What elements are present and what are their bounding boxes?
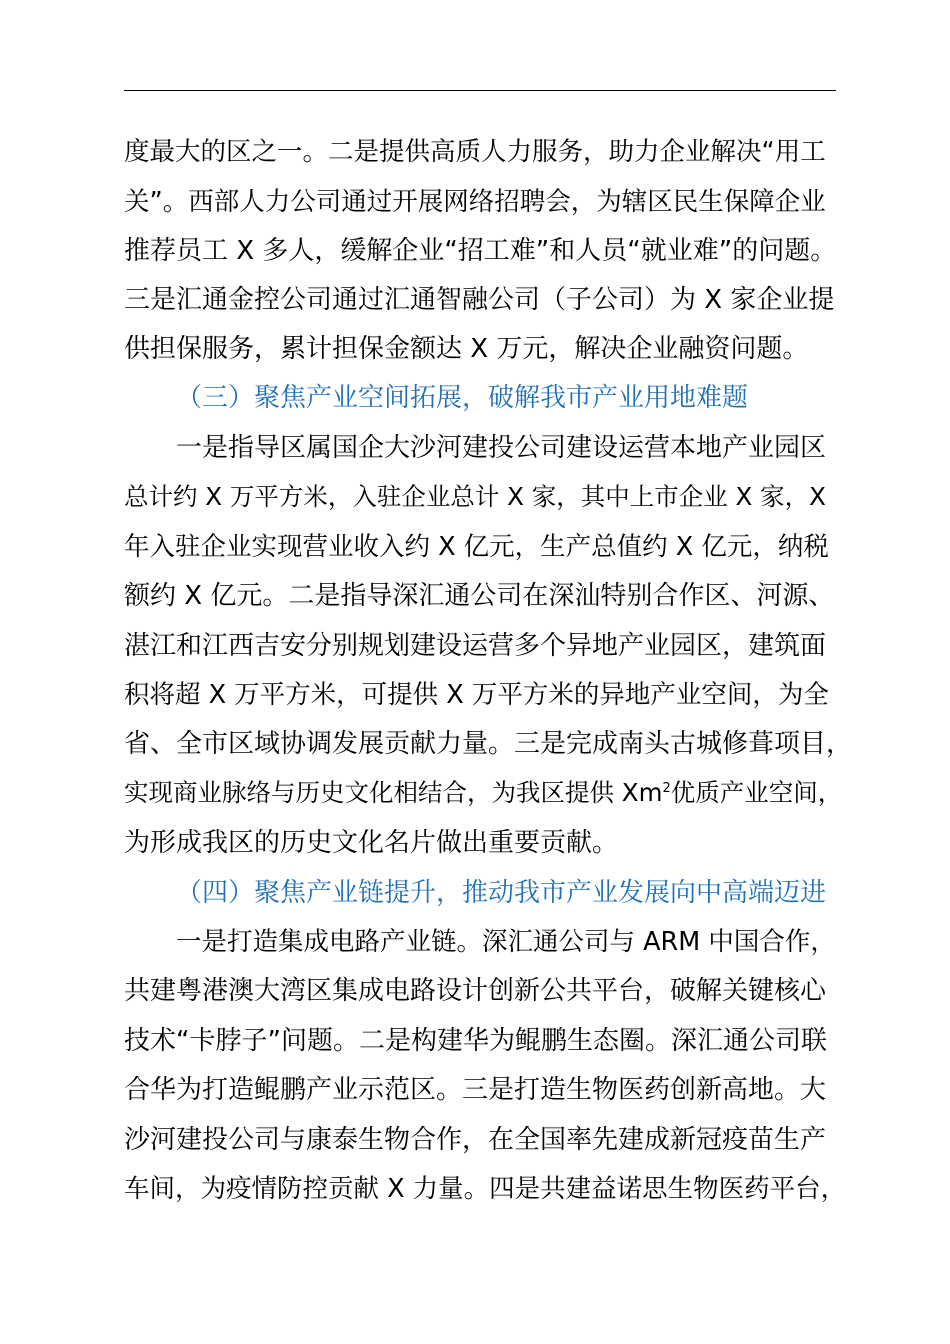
text-line: 湛江和江西吉安分别规划建设运营多个异地产业园区，建筑面 <box>124 631 827 661</box>
text-line: 年入驻企业实现营业收入约 X 亿元，生产总值约 X 亿元，纳税 <box>124 532 829 562</box>
text-line: 总计约 X 万平方米，入驻企业总计 X 家，其中上市企业 X 家，X <box>124 482 826 511</box>
text-line-with-unit <box>124 773 854 813</box>
text-line: 三是汇通金控公司通过汇通智融公司（子公司）为 X 家企业提 <box>124 285 835 315</box>
text-line: 沙河建投公司与康泰生物合作，在全国率先建成新冠疫苗生产 <box>124 1125 827 1155</box>
text-line: 一是打造集成电路产业链。深汇通公司与 ARM 中国合作， <box>176 927 836 957</box>
text-segment: 优质产业空间， <box>670 778 843 807</box>
text-line: 积将超 X 万平方米，可提供 X 万平方米的异地产业空间，为全 <box>124 680 829 710</box>
text-line: 关”。西部人力公司通过开展网络招聘会，为辖区民生保障企业 <box>124 187 826 217</box>
text-line: 合华为打造鲲鹏产业示范区。三是打造生物医药创新高地。大 <box>124 1075 827 1105</box>
text-line: 省、全市区域协调发展贡献力量。三是完成南头古城修葺项目， <box>124 729 853 759</box>
text-line: 车间，为疫情防控贡献 X 力量。四是共建益诺思生物医药平台， <box>124 1174 847 1204</box>
text-line: 一是指导区属国企大沙河建投公司建设运营本地产业园区 <box>176 433 827 463</box>
section-heading-4: （四）聚焦产业链提升，推动我市产业发展向中高端迈进 <box>176 878 827 908</box>
text-line: 供担保服务，累计担保金额达 X 万元，解决企业融资问题。 <box>124 334 809 364</box>
text-line: 技术“卡脖子”问题。二是构建华为鲲鹏生态圈。深汇通公司联 <box>124 1026 827 1056</box>
area-unit: m <box>638 778 663 807</box>
text-line: 共建粤港澳大湾区集成电路设计创新公共平台，破解关键核心 <box>124 976 827 1006</box>
text-segment: 实现商业脉络与历史文化相结合，为我区提供 X <box>124 778 639 807</box>
section-heading-3: （三）聚焦产业空间拓展，破解我市产业用地难题 <box>176 383 749 413</box>
header-rule <box>124 90 836 91</box>
area-unit-superscript: 2 <box>662 780 671 796</box>
text-line: 额约 X 亿元。二是指导深汇通公司在深汕特别合作区、河源、 <box>124 581 835 611</box>
text-line: 度最大的区之一。二是提供高质人力服务，助力企业解决“用工 <box>124 137 826 167</box>
text-line: 推荐员工 X 多人，缓解企业“招工难”和人员“就业难”的问题。 <box>124 236 837 266</box>
text-line: 为形成我区的历史文化名片做出重要贡献。 <box>124 828 619 858</box>
